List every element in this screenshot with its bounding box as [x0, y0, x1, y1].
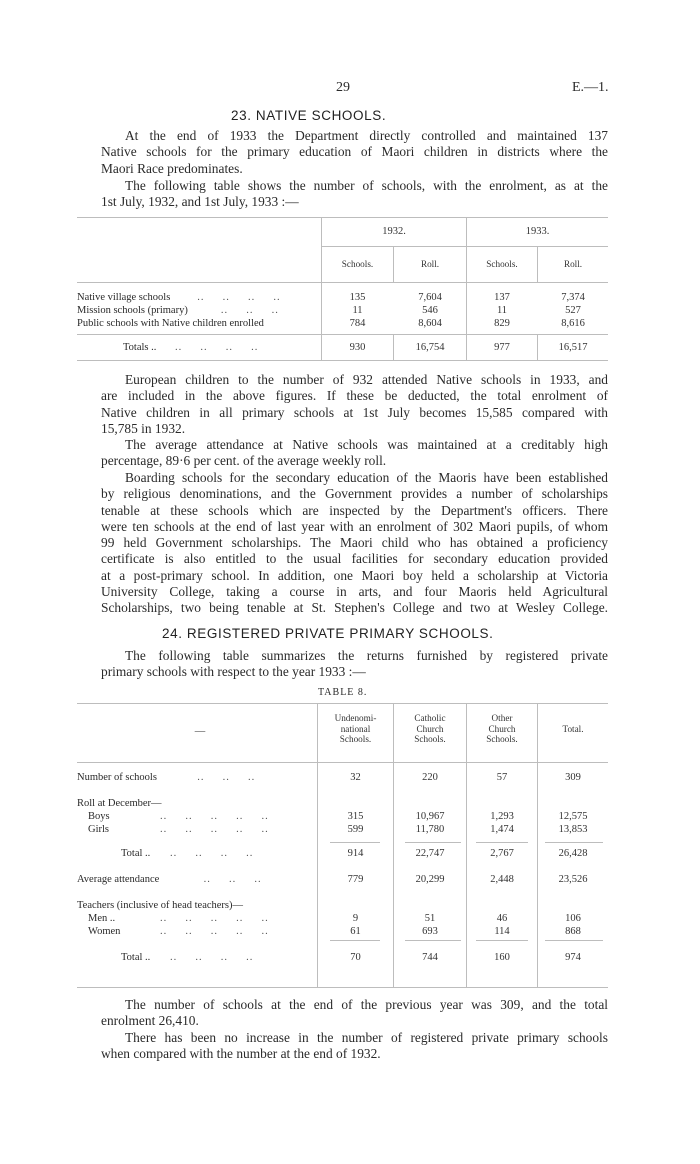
- table-rule: [537, 704, 538, 987]
- total-rule: [545, 842, 603, 843]
- paragraph-boarding-schools: [77, 470, 608, 617]
- paragraph-table-intro: [77, 178, 608, 211]
- cell: 11,780: [415, 824, 445, 835]
- cell: 784: [349, 318, 366, 329]
- leader-dots: .. .. .. .. ..: [160, 913, 269, 924]
- header-line: Schools.: [339, 734, 372, 744]
- text-line: 99 held Government scholarships. The Maori child who has obtained a proficiency: [101, 535, 608, 551]
- cell: 829: [494, 318, 510, 329]
- cell: 160: [494, 952, 510, 963]
- text-line: by religious denominations, and the Government provides a number of scholarships: [101, 486, 608, 502]
- cell: 930: [349, 342, 366, 353]
- leader-dots: .. .. .. .. ..: [160, 926, 269, 937]
- cell: 135: [349, 292, 366, 303]
- column-header-catholic: [394, 713, 466, 745]
- cell: 7,604: [418, 292, 442, 303]
- cell: 527: [565, 305, 581, 316]
- table-rule: [77, 703, 608, 704]
- text-line: were ten schools at the end of last year with an enrolment of 302 Maori pupils, of whom: [101, 518, 608, 534]
- total-rule: [545, 940, 603, 941]
- total-rule: [405, 842, 461, 843]
- cell: 32: [350, 772, 361, 783]
- row-label: Boys: [88, 811, 110, 822]
- cell: 70: [350, 952, 361, 963]
- text-line: The number of schools at the end of the previous year was 309, and the total: [125, 997, 608, 1012]
- row-label: Native village schools: [77, 292, 171, 303]
- cell: 10,967: [415, 811, 445, 822]
- cell: 977: [494, 342, 510, 353]
- cell: 51: [424, 913, 436, 924]
- leader-dots: .. .. .. ..: [170, 848, 254, 859]
- row-label: Number of schools: [77, 772, 157, 783]
- column-header-undenominational: [318, 713, 393, 745]
- cell: 12,575: [558, 811, 588, 822]
- text-line: The following table shows the number of schools, with the enrolment, as at the: [125, 178, 608, 193]
- cell: 26,428: [558, 848, 588, 859]
- cell: 22,747: [415, 848, 445, 859]
- text-line: percentage, 89·6 per cent. of the average weekly roll.: [101, 453, 387, 469]
- total-rule: [476, 842, 528, 843]
- cell: 2,767: [490, 848, 514, 859]
- table-rule: [77, 217, 608, 218]
- column-header-1933: 1933.: [525, 226, 550, 237]
- cell: 11: [352, 305, 363, 316]
- paragraph-attendance: [77, 437, 608, 470]
- text-line: when compared with the number at the end of 1932.: [101, 1046, 381, 1062]
- cell: 868: [565, 926, 581, 937]
- header-line: Undenomi-: [334, 713, 377, 723]
- row-label: Girls: [88, 824, 109, 835]
- leader-dots: .. .. .. ..: [175, 342, 259, 353]
- table-rule: [321, 218, 322, 360]
- leader-dots: .. .. ..: [200, 874, 262, 885]
- cell: 744: [422, 952, 438, 963]
- section-heading-private-schools: 24. REGISTERED PRIVATE PRIMARY SCHOOLS.: [162, 626, 494, 641]
- total-rule: [405, 940, 461, 941]
- text-line: 1st July, 1932, and 1st July, 1933 :—: [101, 194, 299, 210]
- text-line: At the end of 1933 the Department directly controlled and maintained 137: [125, 128, 608, 143]
- cell: 23,526: [558, 874, 588, 885]
- cell: 2,448: [490, 874, 514, 885]
- table-rule: [77, 360, 608, 361]
- cell: 61: [350, 926, 361, 937]
- paragraph-native-intro: [77, 128, 608, 177]
- leader-dots: .. .. ..: [210, 305, 279, 316]
- row-label: Men ..: [88, 913, 116, 924]
- paragraph-no-increase: [77, 1030, 608, 1063]
- text-line: European children to the number of 932 attended Native schools in 1933, and: [125, 372, 608, 387]
- row-label: Public schools with Native children enrolled: [77, 318, 264, 329]
- table-rule: [77, 282, 608, 283]
- text-line: There has been no increase in the number of registered private primary schools: [125, 1030, 608, 1045]
- cell: 693: [422, 926, 438, 937]
- table-rule: [77, 762, 608, 763]
- row-label: Mission schools (primary): [77, 305, 188, 316]
- text-line: Maori Race predominates.: [101, 160, 243, 176]
- cell: 914: [347, 848, 364, 859]
- header-line: Church: [416, 723, 444, 734]
- column-header-total: [538, 724, 608, 735]
- text-line: Scholarships, two being tenable at St. Stephen's College and two at Wesley College.: [101, 600, 608, 616]
- total-rule: [476, 940, 528, 941]
- table-rule: [393, 704, 394, 987]
- table-rule: [317, 704, 318, 987]
- cell: 106: [565, 913, 581, 924]
- cell: 11: [496, 305, 508, 316]
- paragraph-previous-year: [77, 997, 608, 1030]
- column-header-roll: Roll.: [420, 259, 440, 269]
- text-line: at a post-primary school. In addition, one Maori boy held a scholarship at Victoria: [101, 567, 608, 583]
- paragraph-private-intro: [77, 648, 608, 681]
- row-label: Women: [88, 926, 121, 937]
- leader-dots: .. .. .. ..: [170, 952, 254, 963]
- total-rule: [330, 940, 380, 941]
- column-header-other-church: [467, 713, 537, 745]
- table-rule: [77, 987, 608, 988]
- text-line: The average attendance at Native schools was maintained at a creditably high: [125, 437, 608, 452]
- cell: 309: [565, 772, 581, 783]
- header-line: Schools.: [414, 734, 446, 744]
- row-label: Average attendance: [77, 874, 160, 885]
- column-header-schools: Schools.: [486, 259, 518, 269]
- cell: 7,374: [561, 292, 585, 303]
- header-line: Total.: [562, 724, 584, 734]
- text-line: 15,785 in 1932.: [101, 420, 186, 436]
- text-line: University College, taking a course in arts, and four Maoris held Agricultural: [101, 584, 608, 600]
- text-line: enrolment 26,410.: [101, 1013, 199, 1029]
- cell: 974: [565, 952, 581, 963]
- cell: 114: [494, 926, 510, 937]
- text-line: Native schools for the primary education of Maori children in districts where the: [101, 144, 608, 160]
- cell: 20,299: [415, 874, 445, 885]
- text-line: are included in the above figures. If these be deducted, the total enrolment of: [101, 388, 608, 404]
- cell: 1,474: [490, 824, 514, 835]
- text-line: The following table summarizes the returns furnished by registered private: [125, 648, 608, 663]
- cell: 779: [347, 874, 364, 885]
- table-rule: [466, 704, 467, 987]
- header-line: Schools.: [486, 734, 518, 744]
- cell: 546: [422, 305, 438, 316]
- stub-header: —: [194, 726, 206, 737]
- cell: 9: [352, 913, 359, 924]
- cell: 599: [347, 824, 364, 835]
- paragraph-european-children: [77, 372, 608, 437]
- row-label: Total ..: [121, 952, 151, 963]
- leader-dots: .. .. ..: [190, 772, 256, 783]
- total-rule: [330, 842, 380, 843]
- cell: 57: [496, 772, 508, 783]
- cell: 220: [422, 772, 438, 783]
- text-line: Native children in all primary schools at 1st July becomes 15,585 compared with: [101, 404, 608, 420]
- cell: 16,754: [415, 342, 445, 353]
- row-label: Totals ..: [123, 342, 157, 353]
- table-rule: [466, 218, 467, 360]
- cell: 46: [496, 913, 508, 924]
- table-rule: [322, 246, 608, 247]
- column-header-schools: Schools.: [341, 259, 374, 269]
- header-line: national: [340, 723, 371, 734]
- leader-dots: .. .. .. ..: [190, 292, 281, 303]
- page-number: 29: [336, 80, 350, 95]
- document-reference: E.—1.: [572, 80, 609, 95]
- cell: 315: [347, 811, 364, 822]
- row-group-heading: Roll at December—: [77, 798, 162, 809]
- cell: 1,293: [490, 811, 514, 822]
- cell: 13,853: [558, 824, 588, 835]
- cell: 137: [494, 292, 510, 303]
- text-line: tenable at these schools which are inspected by the Department's officers. There: [101, 502, 608, 518]
- column-header-1932: 1932.: [382, 226, 406, 237]
- leader-dots: .. .. .. .. ..: [160, 824, 269, 835]
- text-line: Boarding schools for the secondary education of the Maoris have been established: [125, 470, 608, 485]
- row-group-heading: Teachers (inclusive of head teachers)—: [77, 900, 244, 911]
- cell: 8,604: [418, 318, 442, 329]
- row-label: Total ..: [121, 848, 151, 859]
- cell: 16,517: [558, 342, 588, 353]
- text-line: certificate is also entitled to the usual facilities for secondary education provided: [101, 551, 608, 567]
- header-line: Catholic: [414, 713, 446, 723]
- leader-dots: .. .. .. .. ..: [160, 811, 269, 822]
- text-line: primary schools with respect to the year 1933 :—: [101, 664, 366, 680]
- cell: 8,616: [561, 318, 585, 329]
- column-header-roll: Roll.: [563, 259, 583, 269]
- header-line: Other: [491, 713, 513, 723]
- header-line: Church: [488, 723, 516, 734]
- table-caption: TABLE 8.: [318, 687, 368, 698]
- section-heading-native-schools: 23. NATIVE SCHOOLS.: [231, 108, 387, 123]
- table-rule: [77, 334, 608, 335]
